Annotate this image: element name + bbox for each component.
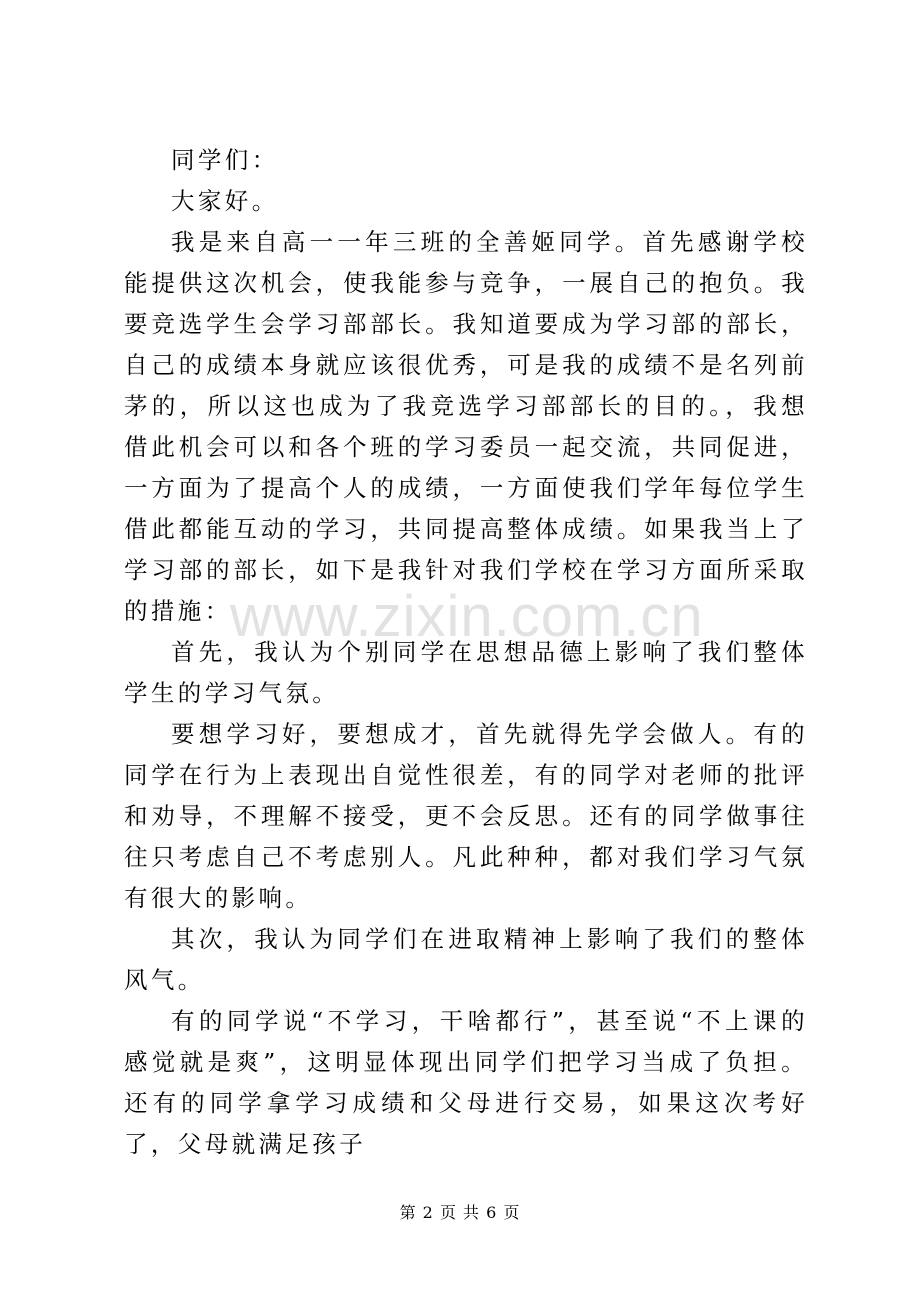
paragraph-introduction: 我是来自高一一年三班的全善姬同学。首先感谢学校能提供这次机会，使我能参与竞争，一展自己的抱负。我要竞选学生会学习部部长。我知道要成为学习部的部长，自己的成绩本身就应该很优秀，可是我的成绩不是名列前茅的，所以这也成为了我竞选学习部部长的目的。，我想借此机会可以和各个班的学习委员一起交流，共同促进，一方面为了提高个人的成绩，一方面使我们学年每位学生借此都能互动的学习，共同提高整体成绩。如果我当上了学习部的部长，如下是我针对我们学校在学习方面所采取的措施： — [124, 228, 808, 625]
paragraph-second-point: 其次，我认为同学们在进取精神上影响了我们的整体风气。 — [124, 925, 808, 994]
paragraph-first-point: 首先，我认为个别同学在思想品德上影响了我们整体学生的学习气氛。 — [124, 638, 808, 707]
paragraph-hello: 大家好。 — [171, 187, 279, 215]
watermark: www.zixin.com.cn — [230, 584, 704, 649]
paragraph-first-detail: 要想学习好，要想成才，首先就得先学会做人。有的同学在行为上表现出自觉性很差，有的同学对老师的批评和劝导，不理解不接受，更不会反思。还有的同学做事往往只考虑自己不考虑别人。凡此种种，都对我们学习气氛有很大的影响。 — [124, 720, 808, 912]
paragraph-second-detail: 有的同学说“不学习，干啥都行”，甚至说“不上课的感觉就是爽”，这明显体现出同学们把学习当成了负担。还有的同学拿学习成绩和父母进行交易，如果这次考好了，父母就满足孩子 — [124, 1007, 808, 1158]
document-body — [124, 140, 808, 1165]
page-number-footer: 第 2 页 共 6 页 — [399, 1203, 521, 1222]
paragraph-greeting: 同学们： — [171, 146, 279, 174]
